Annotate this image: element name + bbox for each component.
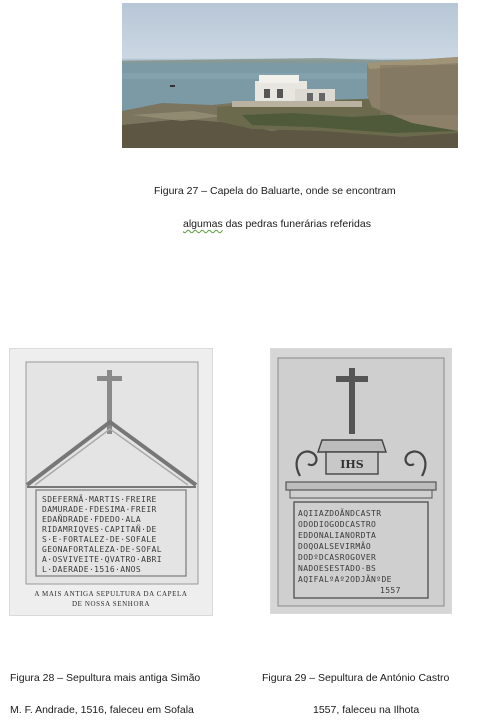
inscription-line-1: AQIIAZDOÃNDCASTR	[298, 509, 382, 518]
ihs-monogram: IHS	[340, 458, 364, 471]
engraving-credit-line2: DE NOSSA SENHORA	[71, 600, 151, 608]
tombstone-engraving-left	[9, 348, 213, 616]
inscription-line-8: L·DAERADE·1516·ANOS	[42, 565, 142, 574]
inscription-line-2: DAMURADE·FDESIMA·FREIR	[42, 505, 157, 514]
inscription-line-6: GEONAFORTALEZA·DE·SOFAL	[42, 545, 162, 554]
tombstone-drawing-left	[9, 348, 213, 616]
engraving-credit-line1: A MAIS ANTIGA SEPULTURA DA CAPELA	[34, 590, 188, 598]
inscription-line-4: RIDAMRIQVES·CAPITAÑ·DE	[42, 525, 157, 534]
figure-27-caption-line2-rest: das pedras funerárias referidas	[222, 218, 371, 230]
figure-28-caption-line1: Figura 28 – Sepultura mais antiga Simão	[10, 672, 201, 684]
inscription-line-8: 1557	[380, 586, 401, 595]
tombstone-drawing-right	[270, 348, 452, 614]
figure-29-caption-line2: 1557, faleceu na Ilhota	[313, 704, 420, 716]
inscription-line-4: DOQOALSEVIRMÃO	[298, 542, 372, 551]
spellcheck-word: algumas	[183, 218, 223, 230]
inscription-line-3: EDAÑDRADE·FDEDO·ALA	[42, 515, 142, 524]
chapel-photo-drawing	[122, 3, 458, 148]
chapel-photo	[122, 3, 458, 148]
inscription-line-2: ODODIOGODCASTRO	[298, 520, 377, 529]
inscription-line-5: DODºDCASROGOVER	[298, 553, 377, 562]
figure-27-caption-line1: Figura 27 – Capela do Baluarte, onde se encontram	[154, 185, 396, 197]
inscription-line-7: A·OSVIVEITE·QVATRO·ABRI	[42, 555, 162, 564]
tombstone-engraving-right	[270, 348, 452, 614]
figure-27-caption-line2	[183, 218, 371, 230]
inscription-line-1: SDEFERNÃ·MARTIS·FREIRE	[42, 495, 157, 504]
inscription-line-3: EDDONALIANORDTA	[298, 531, 377, 540]
figure-29-caption-line1: Figura 29 – Sepultura de António Castro	[262, 672, 450, 684]
inscription-line-5: S·E·FORTALEZ·DE·SOFALE	[42, 535, 157, 544]
inscription-line-6: NADOESESTADO·BS	[298, 564, 377, 573]
figure-28-caption-line2: M. F. Andrade, 1516, faleceu em Sofala	[10, 704, 194, 716]
inscription-line-7: AQIFALºAº2ODJÃNºDE	[298, 575, 392, 584]
